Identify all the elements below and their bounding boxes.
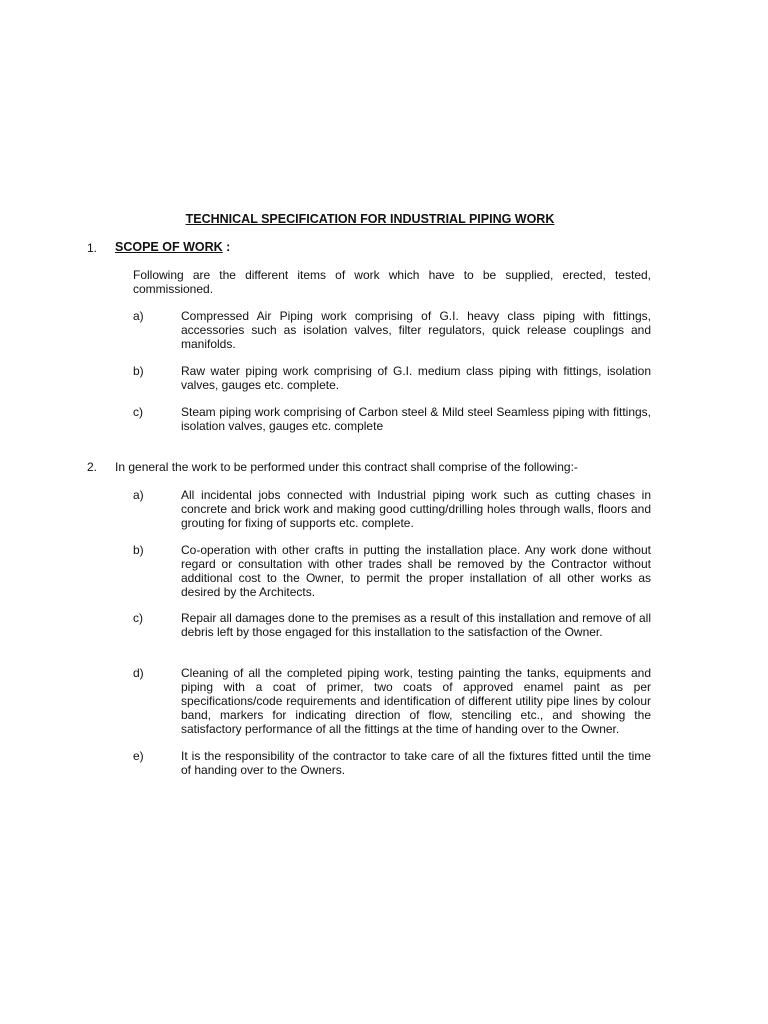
section-2-item-c-letter: c) — [133, 611, 143, 625]
section-2-item-e-text: It is the responsibility of the contractor to take care of all the fixtures fitted until the time of handing over to the Owners. — [181, 749, 651, 777]
section-1-heading-suffix: : — [222, 240, 231, 254]
section-1-heading — [115, 240, 230, 254]
section-1-item-a-text: Compressed Air Piping work comprising of G.I. heavy class piping with fittings, accessories such as isolation valves, filter regulators, quick release couplings and manifolds. — [181, 309, 651, 351]
section-1-intro: Following are the different items of work which have to be supplied, erected, tested, commissioned. — [133, 268, 651, 296]
section-1-heading-text: SCOPE OF WORK — [115, 240, 223, 254]
section-2-item-b-text: Co-operation with other crafts in putting the installation place. Any work done without regard or consultation with other trades shall be removed by the Contractor without additional cost to the Owner, to permit the proper installation of all other works as desired by the Architects. — [181, 543, 651, 599]
section-2-item-c-text: Repair all damages done to the premises as a result of this installation and remove of all debris left by those engaged for this installation to the satisfaction of the Owner. — [181, 611, 651, 639]
section-2-item-d-text: Cleaning of all the completed piping work, testing painting the tanks, equipments and piping with a coat of primer, two coats of approved enamel paint as per specifications/code requirements and identification of different utility pipe lines by colour band, markers for indicating direction of flow, stenciling etc., and showing the satisfactory performance of all the fittings at the time of handing over to the Owner. — [181, 666, 651, 736]
section-2-item-d-letter: d) — [133, 666, 144, 680]
section-2-item-a-text: All incidental jobs connected with Industrial piping work such as cutting chases in concrete and brick work and making good cutting/drilling holes through walls, floors and grouting for fixing of supports etc. complete. — [181, 488, 651, 530]
section-2-number: 2. — [87, 460, 98, 474]
section-1-item-b-letter: b) — [133, 364, 144, 378]
section-2-item-a-letter: a) — [133, 488, 144, 502]
section-1-item-b-text: Raw water piping work comprising of G.I. medium class piping with fittings, isolation valves, gauges etc. complete. — [181, 364, 651, 392]
document-title: TECHNICAL SPECIFICATION FOR INDUSTRIAL PIPING WORK — [185, 212, 555, 226]
section-2-item-b-letter: b) — [133, 543, 144, 557]
section-1-number: 1. — [87, 241, 98, 255]
section-1-item-a-letter: a) — [133, 309, 144, 323]
section-2-item-e-letter: e) — [133, 749, 144, 763]
section-1-item-c-text: Steam piping work comprising of Carbon steel & Mild steel Seamless piping with fittings, isolation valves, gauges etc. complete — [181, 405, 651, 433]
section-1-item-c-letter: c) — [133, 405, 143, 419]
section-2-intro: In general the work to be performed under this contract shall comprise of the following:- — [115, 460, 578, 474]
